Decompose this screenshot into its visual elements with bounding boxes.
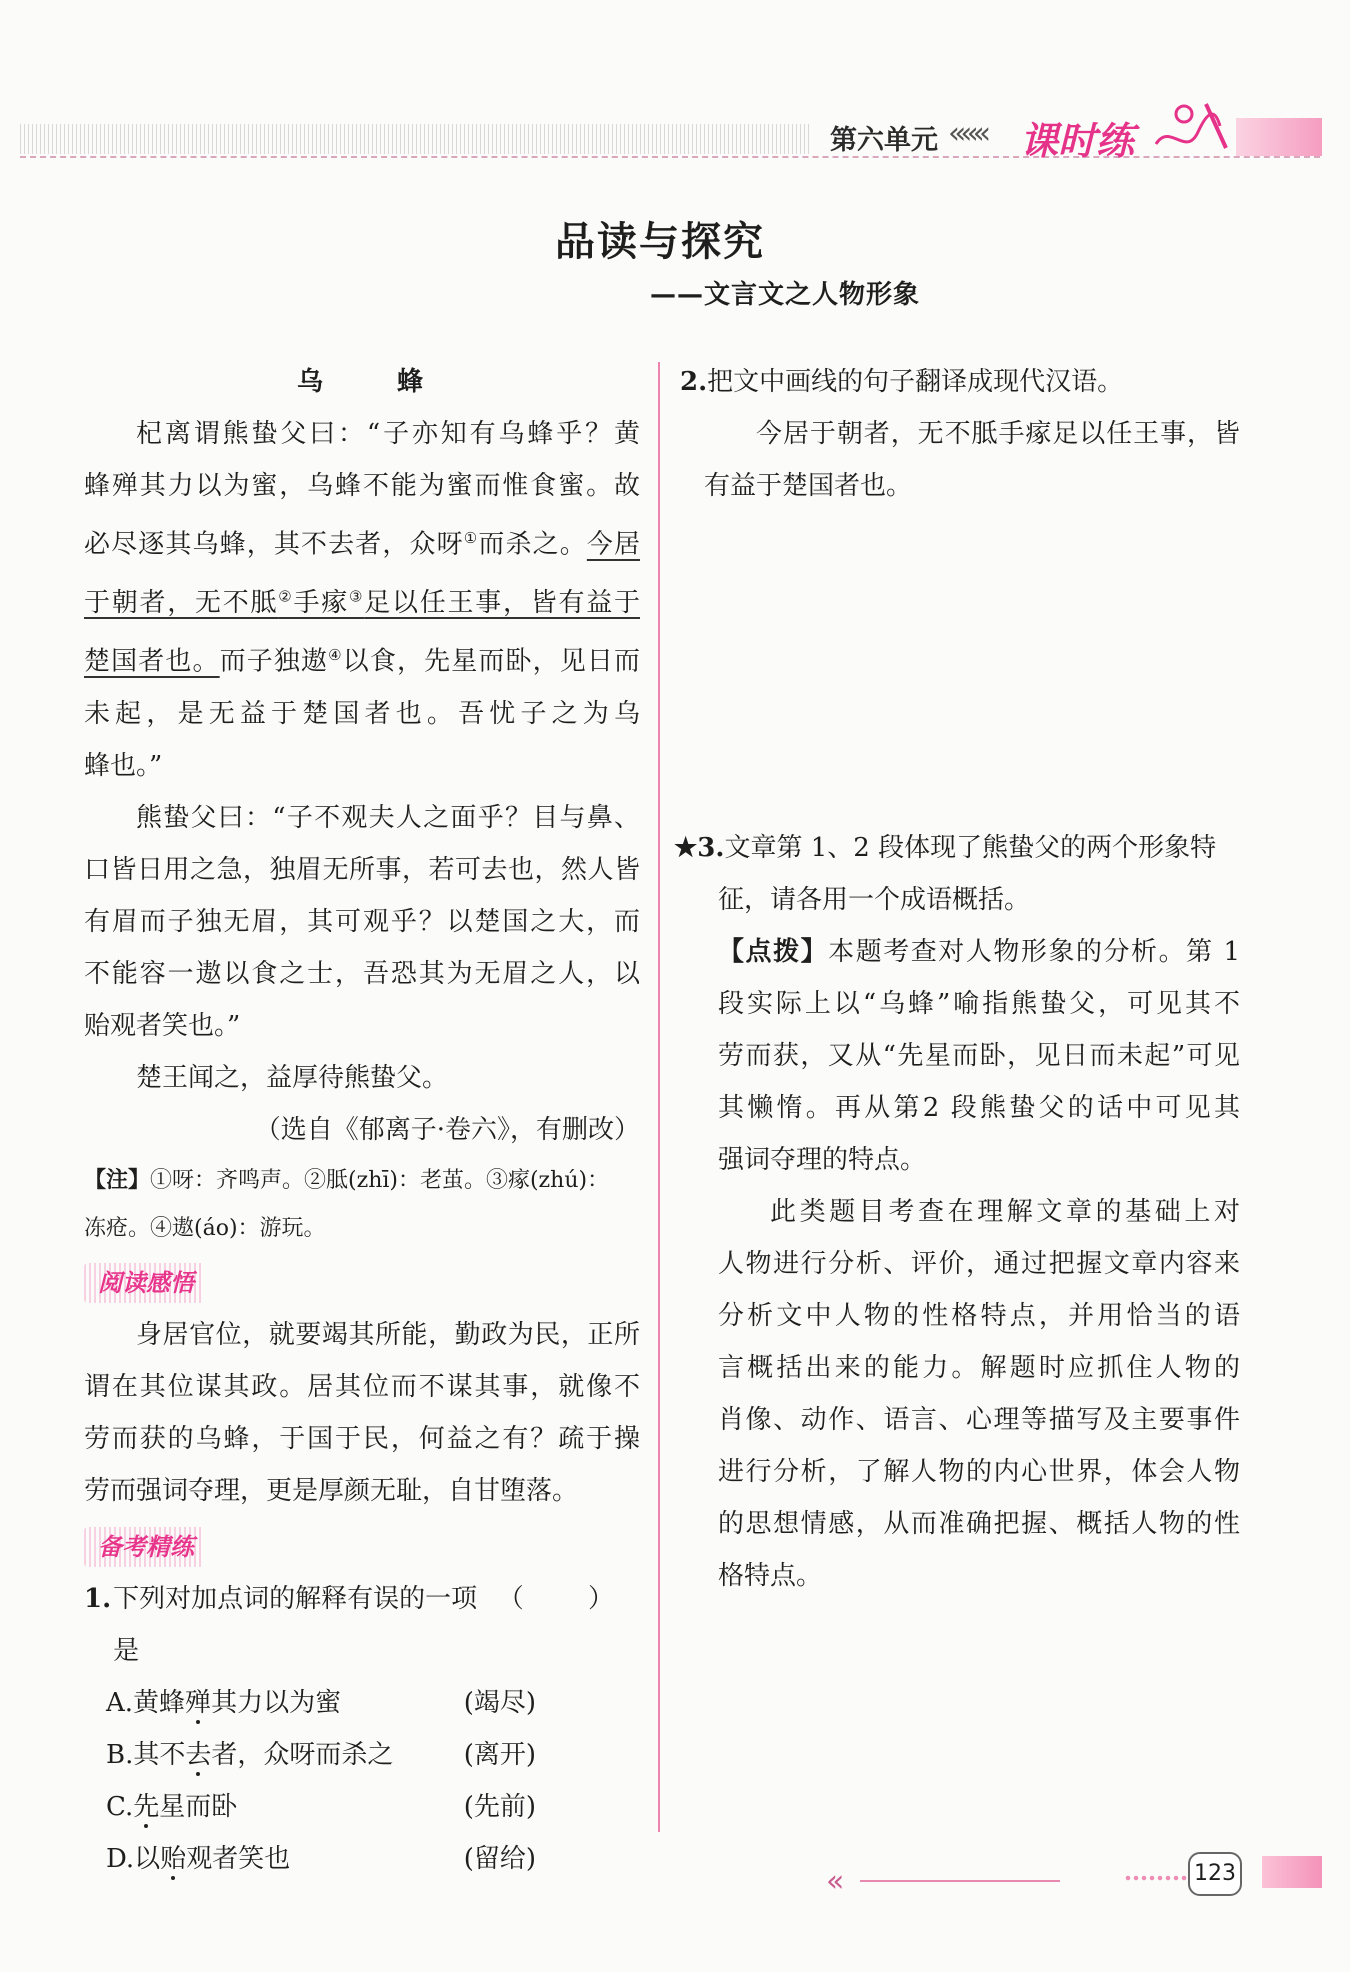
question-3-stem: [674, 822, 1240, 874]
text-span: 其力以为蜜: [211, 1687, 342, 1718]
underlined-sentence: 楚国者也。: [84, 646, 220, 677]
hint-line: [718, 926, 1240, 978]
text-span: 于朝者，无不胝: [84, 588, 279, 619]
passage-line: 有眉而子独无眉，其可观乎？以楚国之大，而: [84, 906, 640, 937]
option-d[interactable]: [84, 1833, 640, 1885]
hint-line: 劳而获，又从“先星而卧，见日而未起”可见: [718, 1041, 1240, 1071]
footnote-mark: ④: [328, 646, 343, 665]
passage-line: [84, 629, 640, 688]
option-text: [106, 1677, 341, 1729]
method-line: 格特点。: [718, 1561, 823, 1591]
question-2-quote: [680, 408, 1240, 512]
header-pink-block: [1236, 118, 1322, 156]
text-span: 以食，先星而卧，见日而: [342, 646, 640, 677]
question-2-stem: [680, 356, 1240, 408]
left-column: [84, 356, 643, 1885]
footnote-mark: ③: [349, 587, 365, 606]
passage-line: 熊蛰父曰：“子不观夫人之面乎？目与鼻、: [136, 802, 640, 833]
footnote-mark: ②: [278, 587, 294, 606]
dotted-word: 去: [185, 1739, 212, 1770]
passage-paragraph-1: [84, 408, 640, 792]
text-span: A.黄蜂: [106, 1687, 186, 1718]
brand-title: 课时练: [1020, 119, 1135, 163]
passage-line: 未起，是无益于楚国者也。吾忧子之为乌: [84, 698, 640, 729]
underlined-sentence: [84, 588, 640, 618]
text-span: 而子独遨: [219, 646, 329, 677]
quote-line: 今居于朝者，无不胝手瘃足以任王事，皆: [756, 419, 1240, 449]
question-number: 2.: [680, 367, 708, 397]
option-text: [106, 1833, 290, 1885]
passage-line: 贻观者笑也。”: [84, 1010, 241, 1041]
text-span: 星而卧: [159, 1791, 238, 1822]
text-span: 必尽逐其乌蜂，其不去者，众呀: [84, 529, 464, 560]
method-line: 分析文中人物的性格特点，并用恰当的语: [718, 1301, 1240, 1331]
reading-insight-tag: 阅读感悟: [84, 1263, 204, 1303]
option-c[interactable]: [84, 1781, 640, 1833]
footer-line: [860, 1880, 1060, 1882]
method-line: 言概括出来的能力。解题时应抓住人物的: [718, 1353, 1240, 1383]
note-line: [84, 1156, 640, 1205]
text-span: D.以: [106, 1843, 161, 1874]
underlined-sentence: 今居: [586, 529, 640, 560]
dotted-word: 贻: [160, 1843, 187, 1874]
reading-insight-text: [84, 1309, 640, 1517]
method-line: 此类题目考查在理解文章的基础上对: [770, 1197, 1240, 1227]
option-a[interactable]: [84, 1677, 640, 1729]
passage-source: （选自《郁离子·卷六》，有删改）: [254, 1114, 640, 1145]
option-meaning: (竭尽): [463, 1687, 536, 1718]
dotted-word: 殚: [185, 1687, 212, 1718]
footer-pink-block: [1262, 1856, 1322, 1888]
text-span: 手瘃: [293, 588, 349, 619]
note-text: ①呀：齐鸣声。②胝(zhī)：老茧。③瘃(zhú)：: [150, 1167, 610, 1193]
question-3-body: [674, 874, 1240, 1602]
question-text-line: 征，请各用一个成语概括。: [718, 885, 1031, 915]
passage-line: [84, 512, 640, 571]
insight-line: 劳而强词夺理，更是厚颜无耻，自甘堕落。: [84, 1475, 579, 1506]
option-meaning: (离开): [463, 1739, 536, 1770]
insight-line: 谓在其位谋其政。居其位而不谋其事，就像不: [84, 1371, 640, 1402]
passage-line: 不能容一遨以食之士，吾恐其为无眉之人，以: [84, 958, 640, 989]
page-number: 123: [1188, 1852, 1242, 1896]
passage-line: 蜂也。”: [84, 750, 163, 781]
question-3: [674, 822, 1240, 1602]
passage-line: 蜂殚其力以为蜜，乌蜂不能为蜜而惟食蜜。故: [84, 471, 640, 501]
text-span: C.: [106, 1791, 134, 1822]
hint-text: 本题考查对人物形象的分析。第 1: [828, 937, 1240, 967]
question-2: [680, 356, 1240, 822]
passage-line: 口皆日用之急，独眉无所事，若可去也，然人皆: [84, 854, 640, 885]
hint-line: 其懒惰。再从第2 段熊蛰父的话中可见其: [718, 1093, 1240, 1123]
method-line: 进行分析，了解人物的内心世界，体会人物: [718, 1457, 1240, 1487]
passage-paragraph-3: 楚王闻之，益厚待熊蛰父。: [136, 1062, 449, 1093]
method-line: 肖像、动作、语言、心理等描写及主要事件: [718, 1405, 1240, 1435]
text-span: 足以任王事，皆有益于: [364, 588, 640, 619]
footnote-mark: ①: [463, 529, 479, 547]
column-divider: [658, 362, 660, 1832]
question-text: 文章第 1、2 段体现了熊蛰父的两个形象特: [724, 833, 1217, 863]
passage-line: 杞离谓熊蛰父曰：“子亦知有乌蜂乎？黄: [136, 419, 640, 449]
insight-line: 身居官位，就要竭其所能，勤政为民，正所: [136, 1319, 640, 1350]
text-span: 者，众呀而杀之: [211, 1739, 394, 1770]
answer-blank[interactable]: （ ）: [497, 1583, 643, 1614]
option-meaning: (先前): [463, 1791, 536, 1822]
method-line: 人物进行分析、评价，通过把握文章内容来: [718, 1249, 1240, 1279]
question-text: 把文中画线的句子翻译成现代汉语。: [707, 367, 1124, 397]
insight-line: 劳而获的乌蜂，于国于民，何益之有？疏于操: [84, 1423, 640, 1454]
left-arrow-icon: «: [826, 1864, 845, 1899]
question-number: ★3.: [674, 833, 725, 863]
question-1-stem: [84, 1573, 643, 1677]
option-text: [106, 1729, 393, 1781]
text-span: 而杀之。: [478, 529, 587, 560]
header-stripe: [20, 124, 810, 154]
double-arrow-icon: «««: [948, 116, 986, 151]
question-2-answer-space[interactable]: [680, 512, 1240, 822]
footer-dots: [1124, 1874, 1188, 1882]
unit-label: 第六单元: [830, 125, 938, 156]
practice-tag: 备考精练: [84, 1527, 204, 1567]
option-meaning: (留给): [463, 1843, 536, 1874]
pencil-swirl-icon: [1150, 98, 1230, 162]
page-title: 品读与探究: [555, 218, 765, 265]
option-b[interactable]: [84, 1729, 640, 1781]
option-text: [106, 1781, 237, 1833]
question-number: 1.: [84, 1583, 112, 1614]
passage-paragraph-2: [84, 792, 640, 1052]
right-column: [674, 356, 1240, 1602]
quote-line: 有益于楚国者也。: [704, 471, 913, 501]
passage-line: [84, 571, 640, 630]
page-subtitle: ——文言文之人物形象: [650, 280, 921, 310]
hint-line: 段实际上以“乌蜂”喻指熊蛰父，可见其不: [718, 989, 1240, 1019]
note-label: 【注】: [84, 1166, 151, 1193]
text-span: B.其不: [106, 1739, 186, 1770]
question-text: 下列对加点词的解释有误的一项是: [113, 1583, 478, 1666]
method-line: 的思想情感，从而准确把握、概括人物的性: [718, 1509, 1240, 1539]
text-span: 观者笑也: [186, 1843, 291, 1874]
hint-label: 【点拨】: [718, 937, 829, 967]
dotted-word: 先: [133, 1791, 160, 1822]
passage-title: 乌 蜂: [296, 367, 447, 397]
footnotes: [84, 1156, 640, 1253]
note-line: 冻疮。④遨(áo)：游玩。: [84, 1215, 326, 1241]
hint-line: 强词夺理的特点。: [718, 1145, 927, 1175]
question-1: [84, 1573, 643, 1885]
